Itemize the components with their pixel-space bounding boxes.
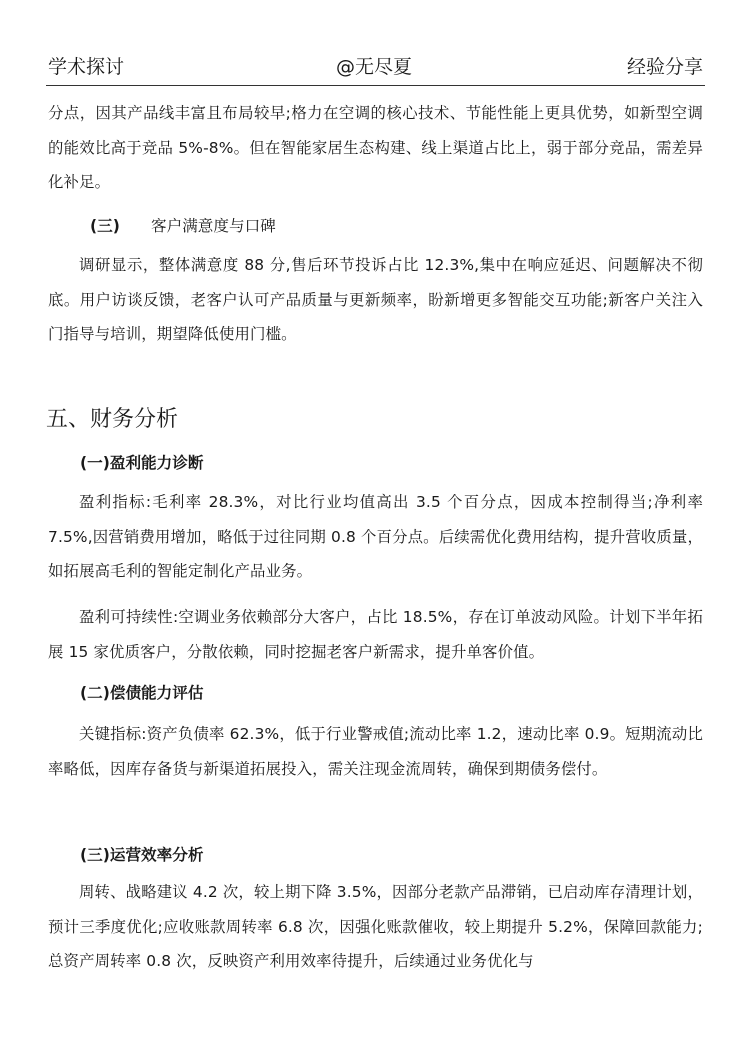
paragraph-operating-efficiency: 周转、战略建议 4.2 次，较上期下降 3.5%，因部分老款产品滞销，已启动库存清理计划，预计三季度优化;应收账款周转率 6.8 次，因强化账款催收，较上期提升 5.2%，保障回款能力;总资产周转率 0.8 次，反映资产利用效率待提升，后续通过业务优化与 [48,883,703,970]
header-left-label: 学术探讨 [48,56,125,78]
section-heading-finance: 五、财务分析 [46,407,179,432]
subheading-number: (三) [90,217,120,235]
paragraph-solvency: 关键指标:资产负债率 62.3%，低于行业警戒值;流动比率 1.2，速动比率 0.9。短期流动比率略低，因库存备货与新渠道拓展投入，需关注现金流周转，确保到期债务偿付。 [48,725,703,778]
subheading-solvency: (二)偿债能力评估 [80,684,204,702]
page-header [48,52,703,86]
header-author-label: @无尽夏 [336,56,413,78]
paragraph-profit-sustainability: 盈利可持续性:空调业务依赖部分大客户，占比 18.5%，存在订单波动风险。计划下半年拓展 15 家优质客户，分散依赖，同时挖掘老客户新需求，提升单客价值。 [48,608,703,661]
paragraph-satisfaction: 调研显示，整体满意度 88 分,售后环节投诉占比 12.3%,集中在响应延迟、问题解决不彻底。用户访谈反馈，老客户认可产品质量与更新频率，盼新增更多智能交互功能;新客户关注入门指导与培训，期望降低使用门槛。 [48,256,703,343]
subheading-operating-efficiency: (三)运营效率分析 [80,846,204,864]
header-right-label: 经验分享 [626,56,703,78]
subheading-profitability: (一)盈利能力诊断 [80,454,204,472]
header-divider [46,85,705,86]
paragraph-profit-indicators: 盈利指标:毛利率 28.3%，对比行业均值高出 3.5 个百分点，因成本控制得当;净利率 7.5%,因营销费用增加，略低于过往同期 0.8 个百分点。后续需优化费用结构，提升营收质量，如拓展高毛利的智能定制化产品业务。 [48,493,703,580]
subheading-customer-satisfaction: 客户满意度与口碑 [151,217,276,235]
paragraph-competitor-analysis: 分点，因其产品线丰富且布局较早;格力在空调的核心技术、节能性能上更具优势，如新型空调的能效比高于竞品 5%-8%。但在智能家居生态构建、线上渠道占比上，弱于部分竞品，需差异化补足。 [48,104,703,191]
